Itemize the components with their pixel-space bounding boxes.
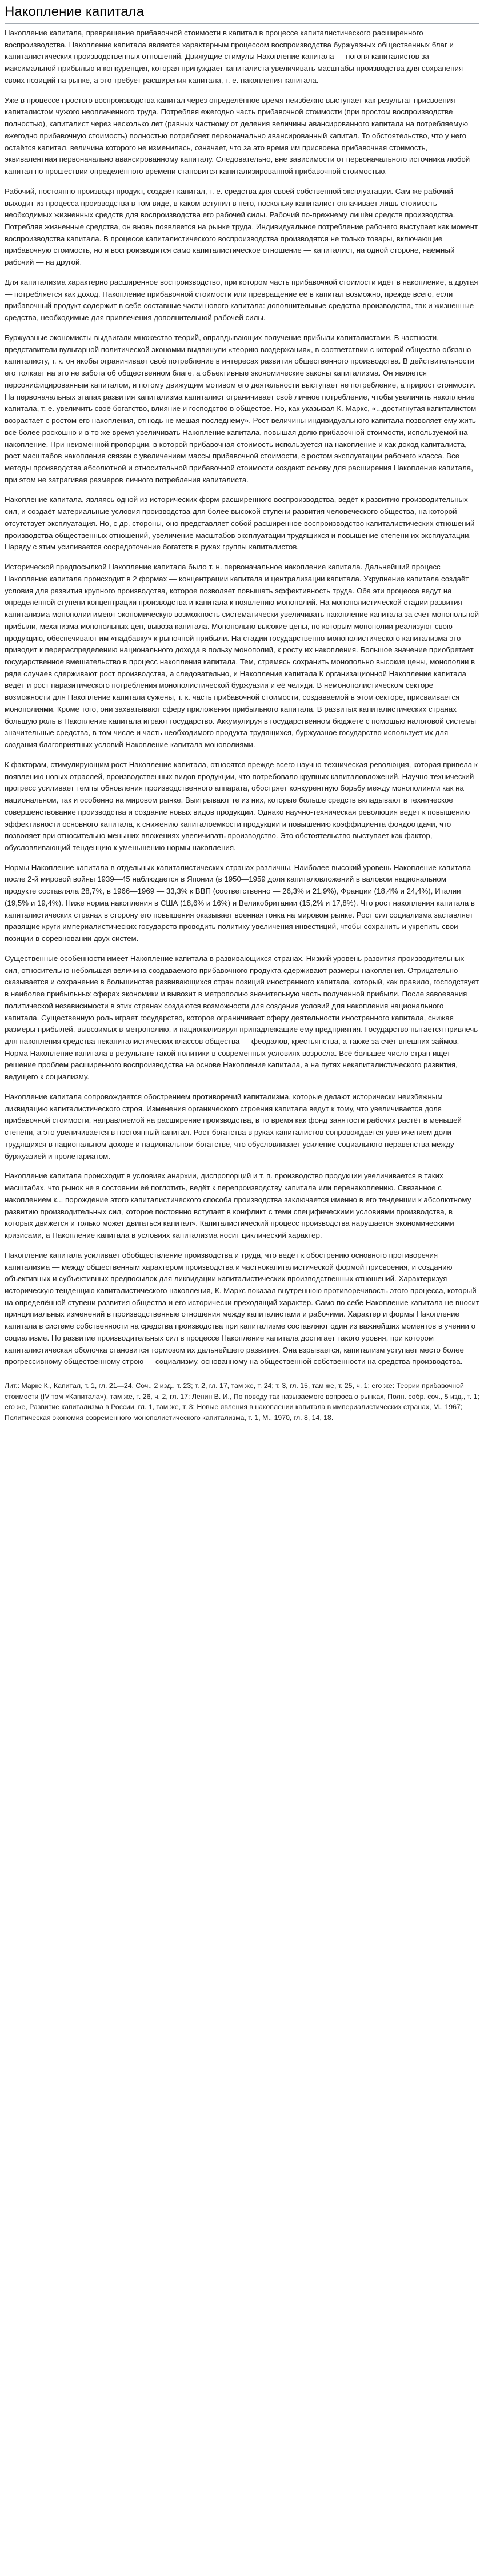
paragraph: Для капитализма характерно расширенное воспроизводство, при котором часть прибавочной стоимости идёт в накопление, а другая — потребляется как доход. Накопление прибавочной стоимости или превращение её в капитал возможно, прежде всего, если прибавочный продукт содержит в себе составные части нового капитала: дополнительные средства производства, так и жизненные средства, необходимые для привлечения дополнительной рабочей силы.	[5, 277, 478, 322]
paragraph: Нормы Накопление капитала в отдельных капиталистических странах различны. Наиболее высокий уровень Накопление капитала после 2-й мировой войны 1939—45 наблюдается в Японии (в 1950—1959 доля капиталовложений в валовом национальном продукте составляла 28,7%, в 1966—1969 — 33,3% к ВВП (соответственно — 26,3% и 21,9%), Франции (18,4% и 24,4%), Италии (19,5% и 19,4%). Ниже норма накопления в США (18,6% и 16%) и Великобритании (15,2% и 17,8%). Что рост накопления капитала в капиталистических странах в сторону его повышения оказывает военная гонка на мировом рынке. Рост сил социализма заставляет правящие круги империалистических государств проводить политику увеличения инвестиций, чтобы сохранить и укрепить свои позиции в соревновании двух систем.	[5, 863, 475, 943]
paragraph: Буржуазные экономисты выдвигали множество теорий, оправдывающих получение прибыли капиталистами. В частности, представители вульгарной политической экономии выдвинули «теорию воздержания», в соответствии с которой общество обязано капиталисту, т. к. он якобы ограничивает своё потребление в интересах развития общественного производства. В действительности его толкает на это не забота об общественном благе, а объективные экономические законы капитализма. Он является персонифицированным капиталом, и потому движущим мотивом его деятельности выступает не потребление, а прирост стоимости. На первоначальных этапах развития капитализма капиталист ограничивает своё личное потребление, чтобы увеличить накопление капитала, т. е. увеличить своё богатство, влияние и господство в обществе. Но, как указывал К. Маркс, «...достигнутая капиталистом возрастает с ростом его накопления, отнюдь не мешая последнему». Рост величины индивидуального капитала позволяет ему жить всё более роскошно и в то же время увеличивать Накопление капитала, повышая долю прибавочной стоимости, используемой на накопление. При неизменной пропорции, в которой прибавочная стоимость используется на накопление и как доход капиталиста, рост масштабов накопления связан с увеличением массы прибавочной стоимости, с ростом эксплуатации рабочего класса. Все методы производства абсолютной и относительной прибавочной стоимости создают основу для расширения Накопление капитала, при этом не затрагивая размеров личного потребления капиталиста.	[5, 333, 477, 484]
page-title: Накопление капитала	[5, 3, 479, 24]
paragraph: Существенные особенности имеет Накопление капитала в развивающихся странах. Низкий уровень развития производительных сил, относительно небольшая величина создаваемого прибавочного продукта сдерживают размеры накопления. Отрицательно сказывается и сохранение в большинстве развивающихся стран позиций иностранного капитала, который, как правило, господствует в наиболее прибыльных сферах экономики и вывозит в метрополию значительную часть полученной прибыли. После завоевания политической независимости в этих странах создаются возможности для создания условий для накопления национального капитала. Существенную роль играет государство, которое ограничивает сферу деятельности иностранного капитала, снижая размеры прибылей, вывозимых в метрополию, и национализируя принадлежащие ему предприятия. Государство пытается привлечь для накопления средства некапиталистических классов общества — феодалов, крестьянства, а также за счёт внешних займов. Норма Накопление капитала в результате такой политики в современных условиях возросла. Всё большее число стран ищет решение проблем расширенного воспроизводства на основе Накопление капитала, а на путях некапиталистического развития, ведущего к социализму.	[5, 954, 479, 1082]
paragraph: Накопление капитала усиливает обобществление производства и труда, что ведёт к обострению основного противоречия капитализма — между общественным характером производства и частнокапиталистической формой присвоения, и созданию объективных и субъективных предпосылок для ликвидации капиталистических производственных отношений. Характеризуя историческую тенденцию капиталистического накопления, К. Маркс показал внутреннюю противоречивость этого процесса, который на определённой ступени развития общества и его исторически преходящий характер. Само по себе Накопление капитала не вносит принципиальных изменений в производственные отношения между капиталистами и рабочими. Характер и формы Накопление капитала в системе собственности на средства производства при капитализме составляют один из важнейших моментов в учении о социализме. Но развитие производительных сил в процессе Накопление капитала достигает такого уровня, при котором капиталистическая оболочка становится тормозом их дальнейшего развития. Она взрывается, капитализм уступает место более прогрессивному общественному строю — социализму, основанному на общественной собственности на средства производства.	[5, 1250, 480, 1366]
paragraph: К факторам, стимулирующим рост Накопление капитала, относятся прежде всего научно-техническая революция, которая привела к появлению новых отраслей, производственных видов продукции, что потребовало крупных капиталовложений. Научно-технический прогресс усиливает темпы обновления производственного аппарата, обостряет конкурентную борьбу между монополиями как на национальном, так и особенно на мировом рынке. Выигрывают те из них, которые больше средств вкладывают в техническое совершенствование производства и создание новых видов продукции. Однако научно-техническая революция ведёт к повышению эффективности основного капитала, к снижению капиталоёмкости продукции и повышению коэффициента фондоотдачи, что позволяет при относительно меньших вложениях увеличивать производство. Это обстоятельство выступает как фактор, обусловливающий тенденцию к уменьшению нормы накопления.	[5, 760, 478, 852]
references: Лит.: Маркс К., Капитал, т. 1, гл. 21—24, Соч., 2 изд., т. 23; т. 2, гл. 17, там же, т. 24; т. 3, гл. 15, там же, т. 25, ч. 1; его же: Теории прибавочной стоимости (IV том «Капитала»), там же, т. 26, ч. 2, гл. 17; Ленин В. И., По поводу так называемого вопроса о рынках, Полн. собр. соч., 5 изд., т. 1; его же, Развитие капитализма в России, гл. 1, там же, т. 3; Новые явления в накоплении капитала в империалистических странах, М., 1967; Политическая экономия современного монополистического капитализма, т. 1, М., 1970, гл. 8, 14, 18.	[5, 1382, 480, 1422]
paragraph: Накопление капитала происходит в условиях анархии, диспропорций и т. п. производство продукции увеличивается в таких масштабах, что рынок не в состоянии её поглотить, ведёт к перепроизводству капитала или перенакоплению. Связанное с накоплением к... порождение этого капиталистического способа производства заключается именно в его тенденции к абсолютному развитию производительных сил, которое постоянно вступает в конфликт с теми специфическими условиями производства, в которых движется и только может двигаться капитал». Капиталистический процесс производства нарушается экономическими кризисами, а Накопление капитала в условиях капитализма носит циклический характер.	[5, 1171, 471, 1240]
paragraph: Накопление капитала, являясь одной из исторических форм расширенного воспроизводства, ведёт к развитию производительных сил, и создаёт материальные условия производства для более высокой ступени развития человеческого общества, на которой отсутствует эксплуатация. Но, с др. стороны, оно представляет собой расширенное воспроизводство капиталистических отношений производства общественных отношений, увеличение масштабов эксплуатации трудящихся и повышение степени их эксплуатации. Наряду с этим усиливается сосредоточение богатств в руках группы капиталистов.	[5, 495, 475, 552]
paragraph: Накопление капитала, превращение прибавочной стоимости в капитал в процессе капиталистического расширенного воспроизводства. Накопление капитала является характерным процессом воспроизводства буржуазных общественных благ и капиталистических производственных отношений. Движущие стимулы Накопление капитала — погоня капиталистов за максимальной прибылью и конкуренция, которая принуждает капиталиста увеличивать масштабы производства для сохранения своих позиций на рынке, а это требует расширения капитала, т. е. накопления капитала.	[5, 29, 463, 85]
paragraph: Исторической предпосылкой Накопление капитала было т. н. первоначальное накопление капитала. Дальнейший процесс Накопление капитала происходит в 2 формах — концентрации капитала и централизации капитала. Укрупнение капитала создаёт условия для развития крупного производства, которое позволяет повышать эффективность труда. Оба эти процесса ведут на определённой ступени концентрации производства и капитала к появлению монополий. На монополистической стадии развития капитализма монополии имеют экономическую возможность систематически увеличивать накопление капитала за счёт монопольной прибыли, механизма монопольных цен, вывоза капитала. Монопольно высокие цены, по которым монополии реализуют свою продукцию, обеспечивают им «надбавку» к рыночной прибыли. На стадии государственно-монополистического капитализма это приводит к перераспределению национального дохода в пользу монополий, к росту их накопления. Большое значение приобретает государственное вмешательство в процесс накопления капитала. Тем, стремясь сохранить монопольно высокие цены, монополии в ряде случаев сдерживают рост производства, а следовательно, и Накопление капитала К организационной Накопление капитала ведёт и рост паразитического потребления монополистической буржуазии и её челяди. В немонополистическом секторе возможности для Накопление капитала сужены, т. к. часть прибавочной стоимости, создаваемой в этом секторе, присваивается монополиями. Кроме того, они захватывают сферу приложения прибыльного капитала. В развитых капиталистических странах большую роль в Накопление капитала играют государство. Аккумулируя в государственном бюджете с помощью налоговой системы значительные средства, в том числе и часть необходимого продукта трудящихся, буржуазное государство использует их для создания благоприятных условий Накопление капитала монополиями.	[5, 563, 479, 749]
article-body	[5, 27, 479, 1368]
paragraph: Накопление капитала сопровождается обострением противоречий капитализма, которые делают исторически неизбежным ликвидацию капиталистического строя. Изменения органического строения капитала ведут к тому, что увеличивается доля прибавочной стоимости, направляемой на расширение производства, в то время как фонд занятости рабочих растёт в меньшей степени, а это увеличивается в постоянный капитал. Рост богатства в руках капиталистов сопровождается увеличением доли трудящихся в национальном доходе и национальном богатстве, что обусловливает усиление социального неравенства между буржуазией и пролетариатом.	[5, 1092, 462, 1161]
paragraph: Рабочий, постоянно производя продукт, создаёт капитал, т. е. средства для своей собственной эксплуатации. Сам же рабочий выходит из процесса производства в том виде, в каком вступил в него, поскольку капиталист оплачивает лишь стоимость необходимых жизненных средств для воспроизводства его рабочей силы. Рабочий по-прежнему лишён средств производства. Потребляя жизненные средства, он вновь появляется на рынке труда. Индивидуальное потребление рабочего выступает как момент воспроизводства капитала. В процессе капиталистического воспроизводства производятся не только товары, включающие прибавочную стоимость, но и воспроизводится само капиталистическое отношение — капиталист, на одной стороне, наёмный рабочий — на другой.	[5, 186, 478, 267]
paragraph: Уже в процессе простого воспроизводства капитал через определённое время неизбежно выступает как результат присвоения капиталистом чужого неоплаченного труда. Потребляя ежегодно часть прибавочной стоимости (при простом воспроизводстве полностью), капиталист через несколько лет (равных частному от деления величины авансированного капитала на потребляемую ежегодно прибавочную стоимость) полностью потребляет первоначально авансированный капитал. То обстоятельство, что у него остаётся капитал, величина которого не изменилась, означает, что за это время им присвоена прибавочная стоимость, эквивалентная первоначально авансированному капиталу. Следовательно, вне зависимости от первоначального источника любой капитал по прошествии определённого времени становится капитализированной прибавочной стоимостью.	[5, 95, 470, 176]
